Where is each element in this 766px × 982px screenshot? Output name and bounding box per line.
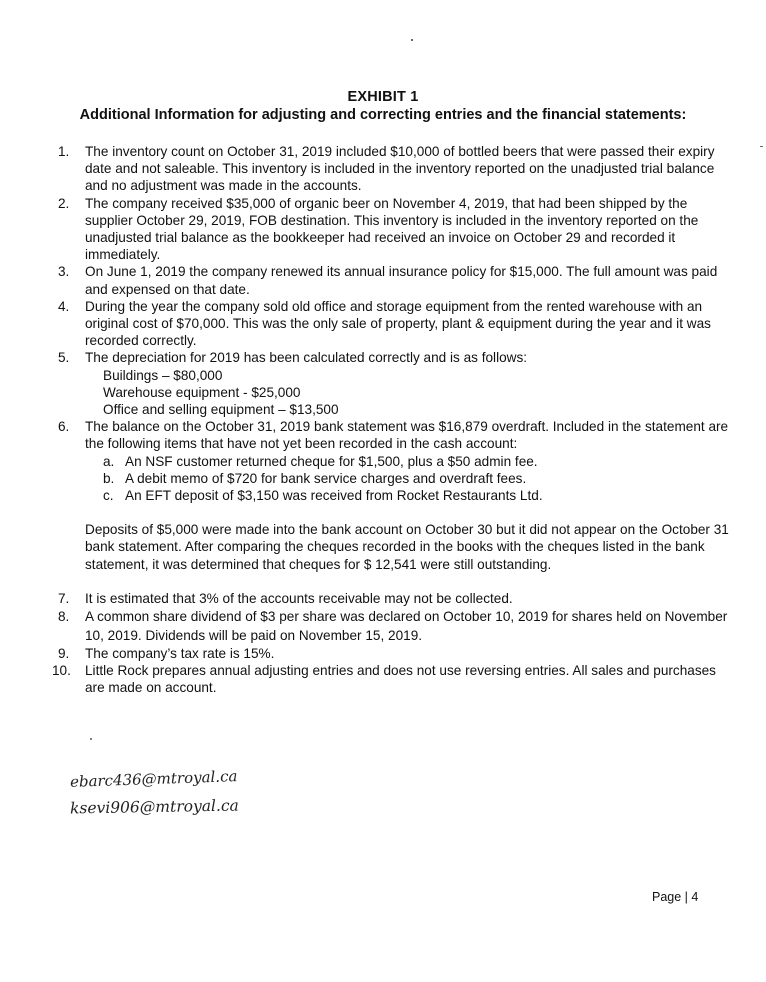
item-text: On June 1, 2019 the company renewed its annual insurance policy for $15,000. The full amount was paid and expensed on that date. (85, 264, 718, 297)
sub-item-letter: c. (103, 488, 114, 504)
sub-item-text: An EFT deposit of $3,150 was received from Rocket Restaurants Ltd. (125, 488, 543, 504)
sub-list-item (103, 453, 734, 470)
spacer (85, 573, 734, 590)
item-number: 3. (58, 264, 70, 280)
item-text: A common share dividend of $3 per share was declared on October 10, 2019 for shares held on November 10, 2019. Dividends will be paid on November 15, 2019. (85, 609, 728, 644)
list-item (54, 607, 734, 645)
scan-speck (411, 39, 413, 41)
sub-item-text: A debit memo of $720 for bank service charges and overdraft fees. (125, 470, 527, 486)
sub-list-item (103, 487, 734, 504)
item-number: 10. (52, 663, 71, 679)
scan-speck (760, 146, 763, 147)
scan-speck (90, 738, 92, 740)
item-text: The balance on the October 31, 2019 bank statement was $16,879 overdraft. Included in the statement are the following items that have not yet been recorded in the cash account: (85, 419, 729, 452)
sub-item-letter: b. (103, 470, 115, 486)
list-item (54, 645, 734, 662)
item-number: 1. (58, 144, 70, 159)
handwritten-email: ebarc436@mtroyal.ca (69, 767, 238, 791)
item-number: 5. (58, 350, 70, 366)
item-text: The company’s tax rate is 15%. (85, 646, 275, 662)
exhibit-subtitle: Additional Information for adjusting and correcting entries and the financial statements: (79, 107, 687, 123)
item-text: The company received $35,000 of organic beer on November 4, 2019, that had been shipped by the supplier October 29, 2019, FOB destination. This inventory is included in the inventory reported on the unadjusted trial balance as the bookkeeper had received an invoice on October 29 and recorded it immediately. (85, 195, 699, 263)
item-number: 2. (58, 195, 70, 211)
list-item (54, 418, 734, 590)
depreciation-line: Office and selling equipment – $13,500 (103, 402, 339, 418)
item-text: It is estimated that 3% of the accounts receivable may not be collected. (85, 590, 513, 606)
item-number: 6. (58, 419, 70, 435)
page-number: Page | 4 (652, 890, 699, 904)
item-text: Little Rock prepares annual adjusting entries and does not use reversing entries. All sales and purchases are made on account. (85, 663, 716, 696)
list-item (54, 195, 734, 264)
list-item (54, 263, 734, 297)
exhibit-title: EXHIBIT 1 (347, 89, 419, 105)
depreciation-line: Buildings – $80,000 (103, 367, 223, 383)
item-text: During the year the company sold old office and storage equipment from the rented warehouse with an original cost of $70,000. This was the only sale of property, plant & equipment during the year and it was recorded correctly. (85, 298, 711, 349)
handwritten-email: ksevi906@mtroyal.ca (69, 796, 239, 818)
depreciation-line: Warehouse equipment - $25,000 (103, 384, 301, 400)
item-text: The depreciation for 2019 has been calculated correctly and is as follows: (85, 350, 528, 366)
item-number: 7. (58, 590, 70, 606)
item-text: The inventory count on October 31, 2019 included $10,000 of bottled beers that were passed their expiry date and not saleable. This inventory is included in the inventory reported on the unadjusted trial balance and no adjustment was made in the accounts. (85, 144, 715, 194)
list-item (54, 590, 734, 607)
depreciation-lines (85, 367, 734, 419)
list-item (54, 143, 734, 195)
item-number: 4. (58, 298, 70, 314)
list-item (54, 298, 734, 350)
item-number: 8. (58, 609, 70, 625)
information-list (54, 143, 734, 697)
sub-item-letter: a. (103, 453, 115, 469)
sub-list (85, 453, 734, 505)
item-number: 9. (58, 646, 70, 662)
bank-reconciliation-paragraph: Deposits of $5,000 were made into the bank account on October 30 but it did not appear on the October 31 bank statement. After comparing the cheques recorded in the books with the cheques listed in the bank statement, it was determined that cheques for $ 12,541 were still outstanding. (85, 522, 729, 572)
list-item (54, 349, 734, 418)
sub-item-text: An NSF customer returned cheque for $1,500, plus a $50 admin fee. (125, 453, 538, 469)
sub-list-item (103, 470, 734, 487)
list-item (54, 662, 734, 696)
